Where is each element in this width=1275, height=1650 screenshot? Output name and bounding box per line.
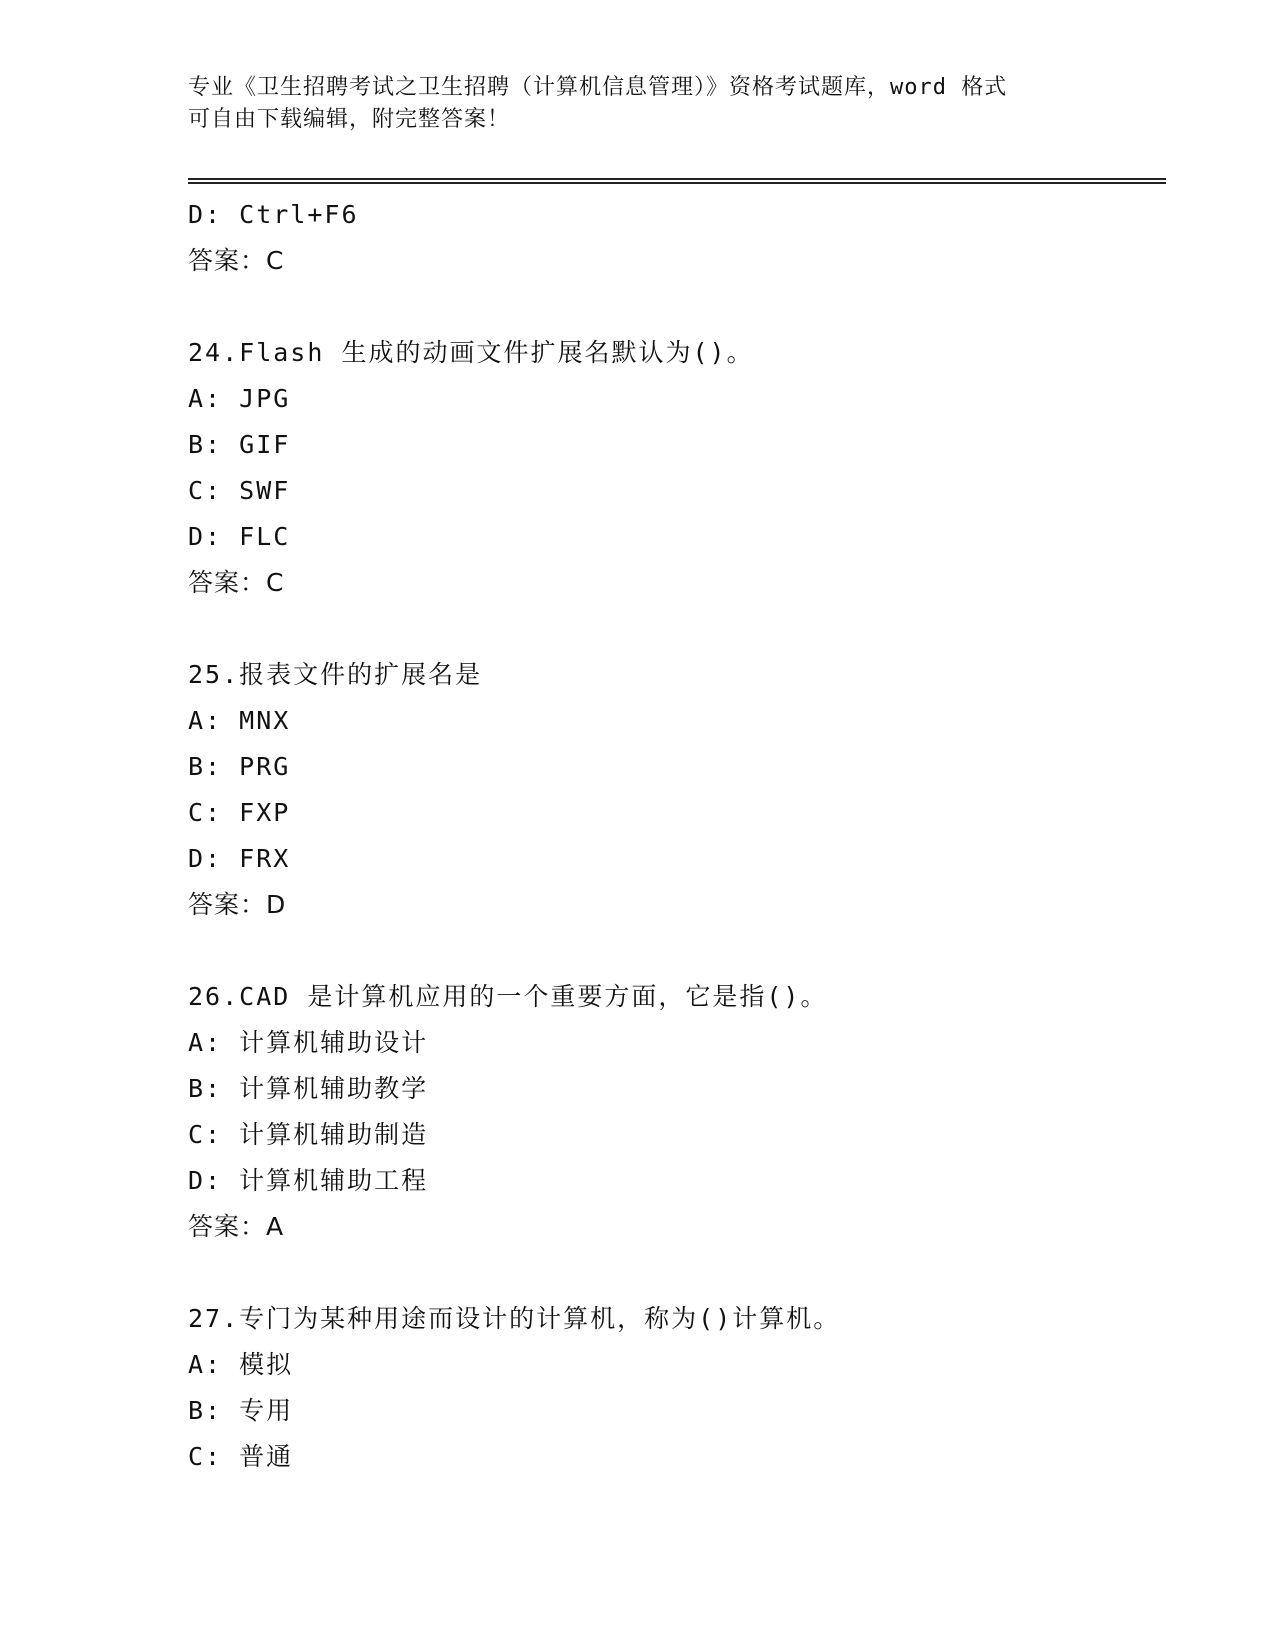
header-title-line-1: 专业《卫生招聘考试之卫生招聘（计算机信息管理）》资格考试题库，word 格式 [188,75,1008,100]
spacer [188,284,1168,330]
answer-line: 答案：C [188,246,285,275]
header-title-line-2: 可自由下载编辑，附完整答案！ [188,107,511,132]
option-d: D: 计算机辅助工程 [188,1166,429,1195]
document-header [188,72,1088,136]
answer-line: 答案：C [188,568,285,597]
option-a: A: 计算机辅助设计 [188,1028,429,1057]
question-stem-26: 26.CAD 是计算机应用的一个重要方面，它是指()。 [188,982,828,1011]
option-a: A: 模拟 [188,1350,294,1379]
option-b: B: PRG [188,752,291,781]
answer-line: 答案：D [188,890,287,919]
header-divider [188,178,1166,184]
option-b: B: 计算机辅助教学 [188,1074,429,1103]
option-d: D: FLC [188,522,291,551]
option-c: C: FXP [188,798,291,827]
option-a: A: JPG [188,384,291,413]
option-c: C: 普通 [188,1442,294,1471]
question-stem-27: 27.专门为某种用途而设计的计算机，称为()计算机。 [188,1304,841,1333]
spacer [188,928,1168,974]
answer-line: 答案：A [188,1212,285,1241]
option-d: D: Ctrl+F6 [188,200,359,229]
option-b: B: 专用 [188,1396,294,1425]
question-stem-25: 25.报表文件的扩展名是 [188,660,483,689]
question-list [188,192,1168,1480]
option-c: C: SWF [188,476,291,505]
question-stem-24: 24.Flash 生成的动画文件扩展名默认为()。 [188,338,754,367]
option-b: B: GIF [188,430,291,459]
spacer [188,606,1168,652]
spacer [188,1250,1168,1296]
option-d: D: FRX [188,844,291,873]
option-a: A: MNX [188,706,291,735]
option-c: C: 计算机辅助制造 [188,1120,429,1149]
